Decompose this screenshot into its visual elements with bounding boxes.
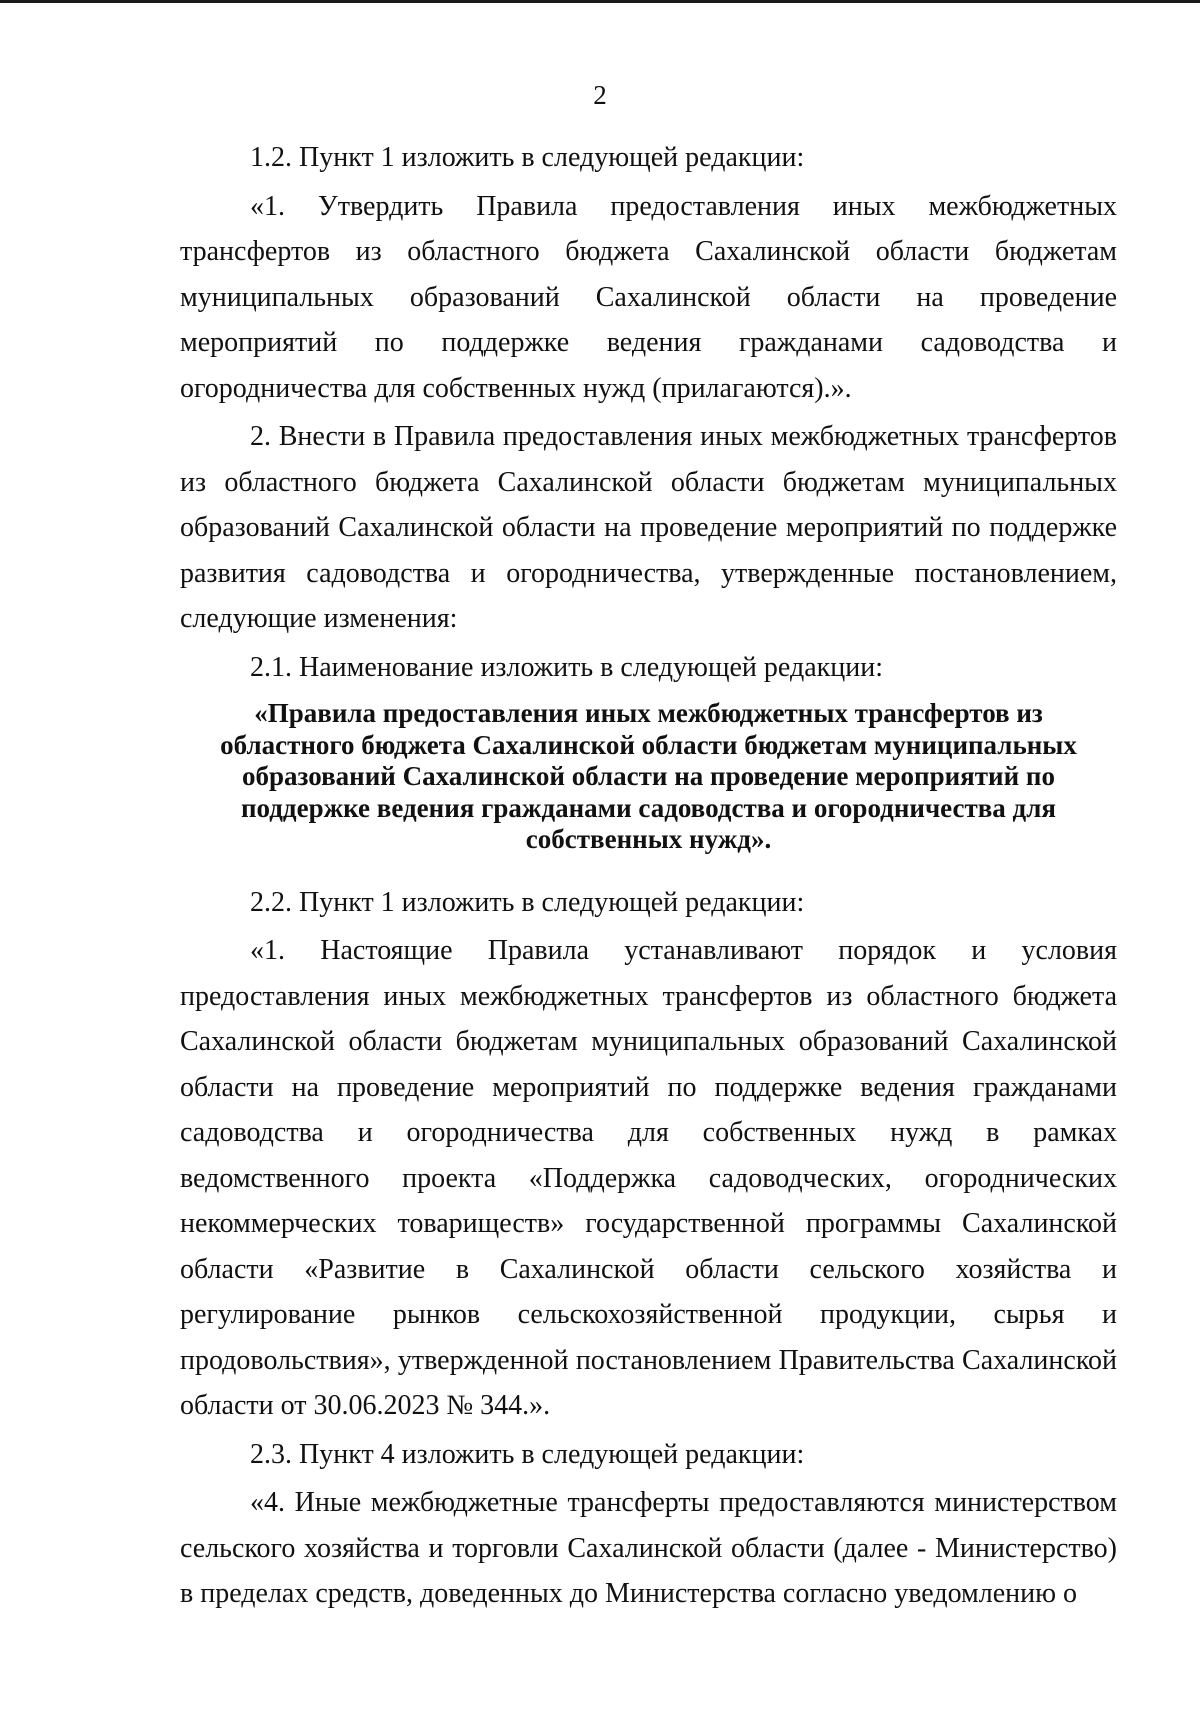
paragraph-2: 2. Внести в Правила предоставления иных межбюджетных трансфертов из областного бюджета Сахалинской области бюджетам муниципальных образований Сахалинской области на проведение мероприятий по поддержке развития садоводства и огородничества, утвержденные постановлением, следующие изменения: — [180, 421, 1117, 634]
paragraph-1-2: 1.2. Пункт 1 изложить в следующей редакции: — [250, 142, 805, 173]
page-number: 2 — [593, 80, 607, 110]
paragraph-2-3: 2.3. Пункт 4 изложить в следующей редакции: — [250, 1438, 805, 1470]
paragraph-2-2: 2.2. Пункт 1 изложить в следующей редакции: — [250, 886, 805, 918]
paragraph-1-2-quote: «1. Утвердить Правила предоставления иных межбюджетных трансфертов из областного бюджета Сахалинской области бюджетам муниципальных образований Сахалинской области на проведение мероприятий по поддержке ведения гражданами садоводства и огородничества для собственных нужд (прилагаются).». — [180, 190, 1117, 404]
rules-title-quote: «Правила предоставления иных межбюджетных трансфертов из областного бюджета Сахалинской области бюджетам муниципальных образований Сахалинской области на проведение мероприятий по поддержке ведения гражданами садоводства и огородничества для собственных нужд». — [220, 698, 1077, 854]
document-body — [180, 135, 1117, 1617]
paragraph-2-3-quote: «4. Иные межбюджетные трансферты предоставляются министерством сельского хозяйства и торговли Сахалинской области (далее - Министерство) в пределах средств, доведенных до Министерства согласно уведомлению о — [180, 1487, 1117, 1609]
top-border-line — [0, 0, 1200, 3]
paragraph-2-2-quote: «1. Настоящие Правила устанавливают порядок и условия предоставления иных межбюджетных трансфертов из областного бюджета Сахалинской области бюджетам муниципальных образований Сахалинской области на проведение мероприятий по поддержке ведения гражданами садоводства и огородничества для собственных нужд в рамках ведомственного проекта «Поддержка садоводческих, огороднических некоммерческих товариществ» государственной программы Сахалинской области «Развитие в Сахалинской области сельского хозяйства и регулирование рынков сельскохозяйственной продукции, сырья и продовольствия», утвержденной постановлением Правительства Сахалинской области от 30.06.2023 № 344.». — [180, 935, 1117, 1421]
paragraph-2-1: 2.1. Наименование изложить в следующей редакции: — [250, 651, 883, 683]
